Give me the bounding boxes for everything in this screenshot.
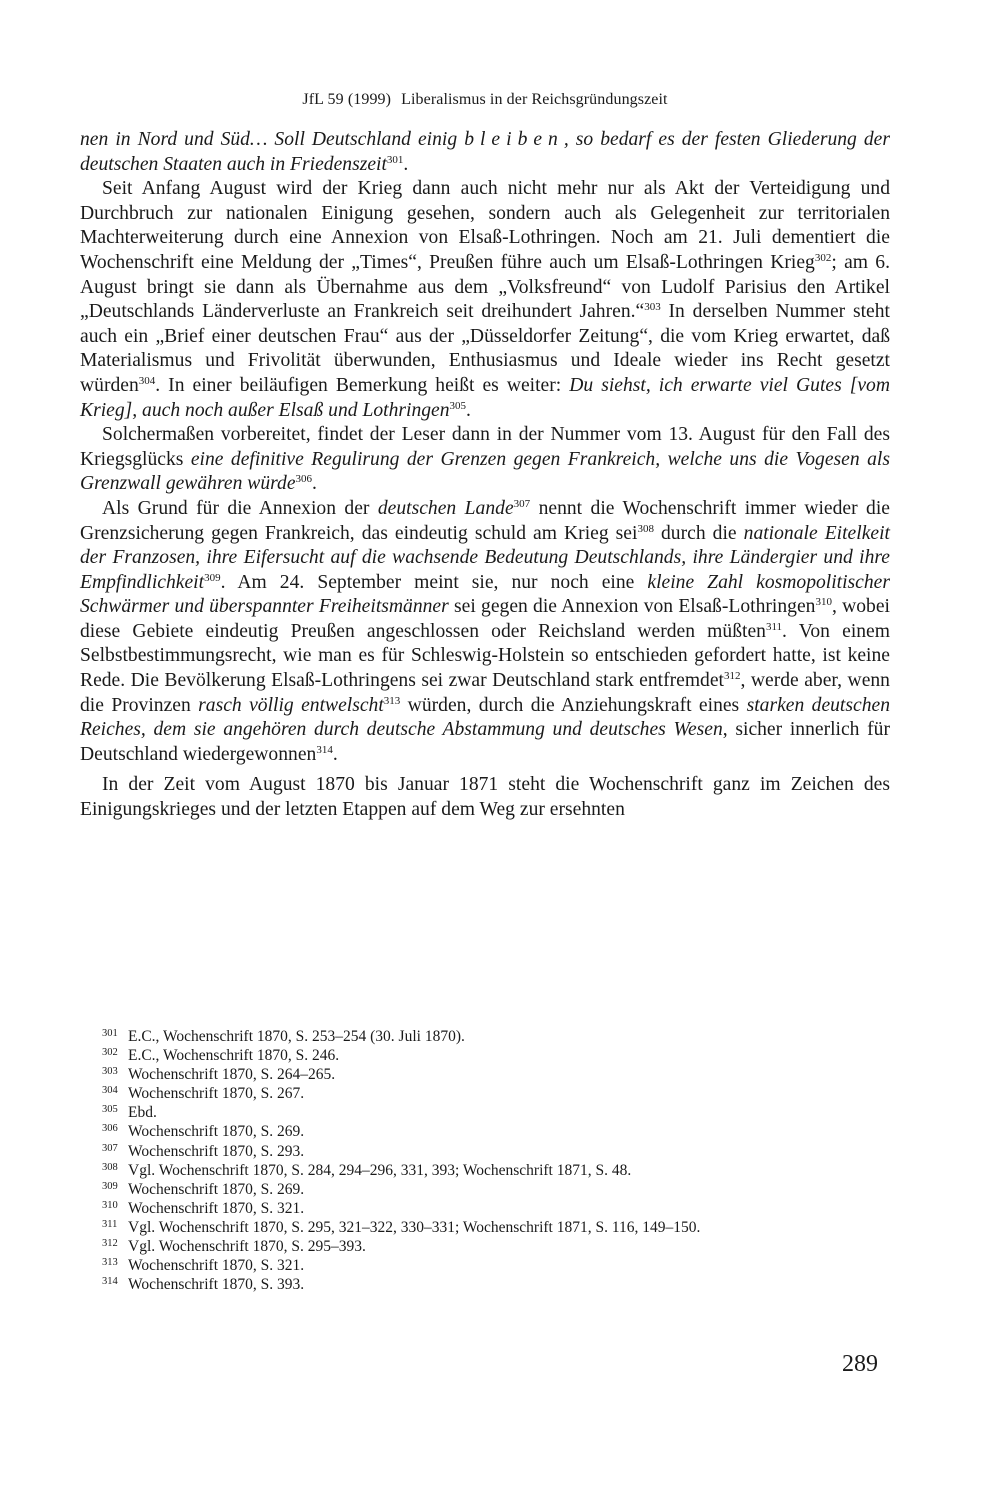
footnote-text: Wochenschrift 1870, S. 293. [128,1142,305,1160]
footnote [102,1199,882,1218]
quote [80,129,890,175]
footnote-ref: 313 [383,694,401,707]
text-run: . [332,743,338,765]
footnote [102,1103,882,1122]
running-head [80,91,890,109]
footnote-ref: 312 [724,670,741,683]
footnote [102,1218,882,1237]
page [80,0,890,1495]
footnote-ref: 302 [814,251,832,264]
footnote-text: Wochenschrift 1870, S. 269. [128,1123,305,1141]
text-run: , wobei diese Gebiete eindeutig Preußen angeschlossen oder Reichsland werden müßten [80,596,890,642]
text-run: . Am 24. September meint sie, nur noch eine [220,571,648,593]
footnote-text: E.C., Wochenschrift 1870, S. 253–254 (30. Juli 1870). [128,1028,465,1045]
footnote-number: 304 [102,1085,118,1097]
footnote-number: 303 [102,1066,118,1078]
footnote-ref: 305 [449,399,467,412]
text-run: In derselben Nummer steht auch ein „Brief einer deutschen Frau“ aus der „Düsseldorfer Zeitung“, die vom Krieg erwartet, daß Materialismus und Frivolität überwunden, Enthusiasmus und Ideale wieder ins Recht gesetzt würden [80,301,890,396]
footnote-number: 305 [102,1104,118,1116]
footnote-number: 301 [102,1028,118,1039]
quote: Du siehst, ich erwarte viel Gutes [vom Krieg], auch noch außer Elsaß und Lothringen [80,374,890,421]
footnote-number: 313 [102,1257,118,1269]
text-run: . Von einem Selbstbestimmungsrecht, wie man es für Schleswig-Holstein so entschieden gefordert hatte, ist keine Rede. Die Bevölkerung Elsaß-Lothringens sei zwar Deutschland stark entfremdet [80,620,890,692]
footnote [102,1275,882,1294]
footnote-text: Wochenschrift 1870, S. 267. [128,1085,305,1103]
paragraph-1 [80,128,890,177]
running-title: Liberalismus in der Reichsgründungszeit [401,91,668,108]
footnote-ref: 307 [513,497,531,510]
footnote-ref: 304 [138,374,156,387]
footnote-ref: 311 [765,620,783,633]
text-run: nennt die Wochenschrift immer wieder die Grenzsicherung gegen Frankreich, das eindeutig schuld am Krieg sei [80,497,890,544]
footnote-number: 309 [102,1180,118,1192]
text-run: Als Grund für die Annexion der [102,497,378,519]
footnote-text: E.C., Wochenschrift 1870, S. 246. [128,1047,340,1065]
footnote-number: 312 [102,1238,118,1250]
paragraph-4 [80,497,890,768]
footnote [102,1180,882,1199]
footnote-text: Wochenschrift 1870, S. 321. [128,1257,305,1275]
footnote-ref: 314 [316,743,333,756]
footnote-text: Ebd. [128,1104,157,1122]
footnote-ref: 301 [386,153,404,166]
journal-citation: JfL 59 (1999) [302,91,392,108]
paragraph-3 [80,423,890,497]
footnote-text: Wochenschrift 1870, S. 321. [128,1199,305,1217]
footnote [102,1161,882,1180]
footnote-text: Wochenschrift 1870, S. 393. [128,1276,305,1294]
text-run: ; am 6. August bringt sie dann als Übernahme aus dem „Volksfreund“ von Ludolf Parisius den Artikel „Deutschlands Länderverluste an Frankreich seit dreihundert Jahren.“ [80,251,890,323]
footnote-number: 302 [102,1047,118,1059]
text-run: würden, durch die Anziehungskraft eines [400,694,747,716]
text-run: . In einer beiläufigen Bemerkung heißt es weiter: [155,374,570,396]
text-run: Seit Anfang August wird der Krieg dann auch nicht mehr nur als Akt der Verteidigung und Durchbruch zur nationalen Einigung gesehen, sondern auch als Gelegenheit zur territorialen Machterweiterung durch eine Annexion von Elsaß-Lothringen. Noch am 21. Juli dementiert die Wochenschrift eine Meldung der „Times“, Preußen führe auch um Elsaß-Lothringen Krieg [80,178,890,273]
footnote-ref: 303 [644,301,661,314]
quote: starken deutschen Reiches, dem sie angehören durch deutsche Abstammung und deutsches Wesen [80,694,890,741]
text-run: Solchermaßen vorbereitet, findet der Leser dann in der Nummer vom 13. August für den Fall des Kriegsglücks [80,424,890,470]
footnote-text: Wochenschrift 1870, S. 269. [128,1180,305,1198]
text-run: , werde aber, wenn die Provinzen [80,670,890,716]
spaced-emphasis: bleiben [464,129,564,150]
text-run: In der Zeit vom August 1870 bis Januar 1871 steht die Wochenschrift ganz im Zeichen des Einigungskrieges und der letzten Etappen auf dem Weg zur ersehnten [80,774,890,821]
text-run: nen in Nord und Süd… Soll Deutschland einig [80,129,465,150]
footnote-ref: 310 [815,596,832,609]
footnote-number: 306 [102,1123,118,1135]
text-run: sei gegen die Annexion von Elsaß-Lothringen [448,596,816,618]
quote: nationale Eitelkeit der Franzosen, ihre Eifersucht auf die wachsende Bedeutung Deutschlands, ihre Ländergier und ihre Empfindlichkeit [80,522,890,593]
footnote-ref: 308 [637,522,654,535]
text-run: . [312,473,317,495]
footnote-text: Vgl. Wochenschrift 1870, S. 295–393. [128,1238,366,1256]
footnote [102,1237,882,1256]
footnote [102,1084,882,1103]
text-run: durch die [653,522,744,544]
quote: eine definitive Regulirung der Grenzen gegen Frankreich, welche uns die Vogesen als Grenzwall gewähren würde [80,448,890,495]
footnote-text: Wochenschrift 1870, S. 264–265. [128,1066,336,1084]
footnote [102,1046,882,1065]
footnote-text: Vgl. Wochenschrift 1870, S. 295, 321–322, 330–331; Wochenschrift 1871, S. 116, 149–150. [128,1218,701,1236]
text-run: , sicher innerlich für Deutschland wiedergewonnen [80,719,890,765]
footnote-ref: 309 [204,571,221,584]
quote: rasch völlig entwelscht [198,694,384,716]
footnote [102,1065,882,1084]
footnote-number: 307 [102,1142,118,1154]
footnote [102,1122,882,1141]
footnote [102,1256,882,1275]
footnote [102,1027,882,1046]
footnote-number: 308 [102,1161,118,1173]
footnote-number: 311 [102,1218,118,1230]
paragraph-2 [80,177,890,423]
quote: deutschen Lande [377,497,514,519]
footnote [102,1142,882,1161]
footnote-number: 314 [102,1276,118,1288]
page-number: 289 [842,1351,878,1377]
paragraph-5 [80,773,890,822]
footnotes [102,1027,882,1294]
text-run: . [466,399,471,421]
body-text [80,128,890,823]
quote: kleine Zahl kosmopolitischer Schwärmer und überspannter Freiheitsmänner [80,571,890,618]
text-run: . [403,153,409,175]
text-run: , so bedarf es der festen Gliederung der deutschen Staaten auch in Friedenszeit [80,129,890,175]
footnote-ref: 306 [295,473,313,486]
footnote-number: 310 [102,1199,118,1211]
footnote-text: Vgl. Wochenschrift 1870, S. 284, 294–296, 331, 393; Wochenschrift 1871, S. 48. [128,1161,632,1179]
